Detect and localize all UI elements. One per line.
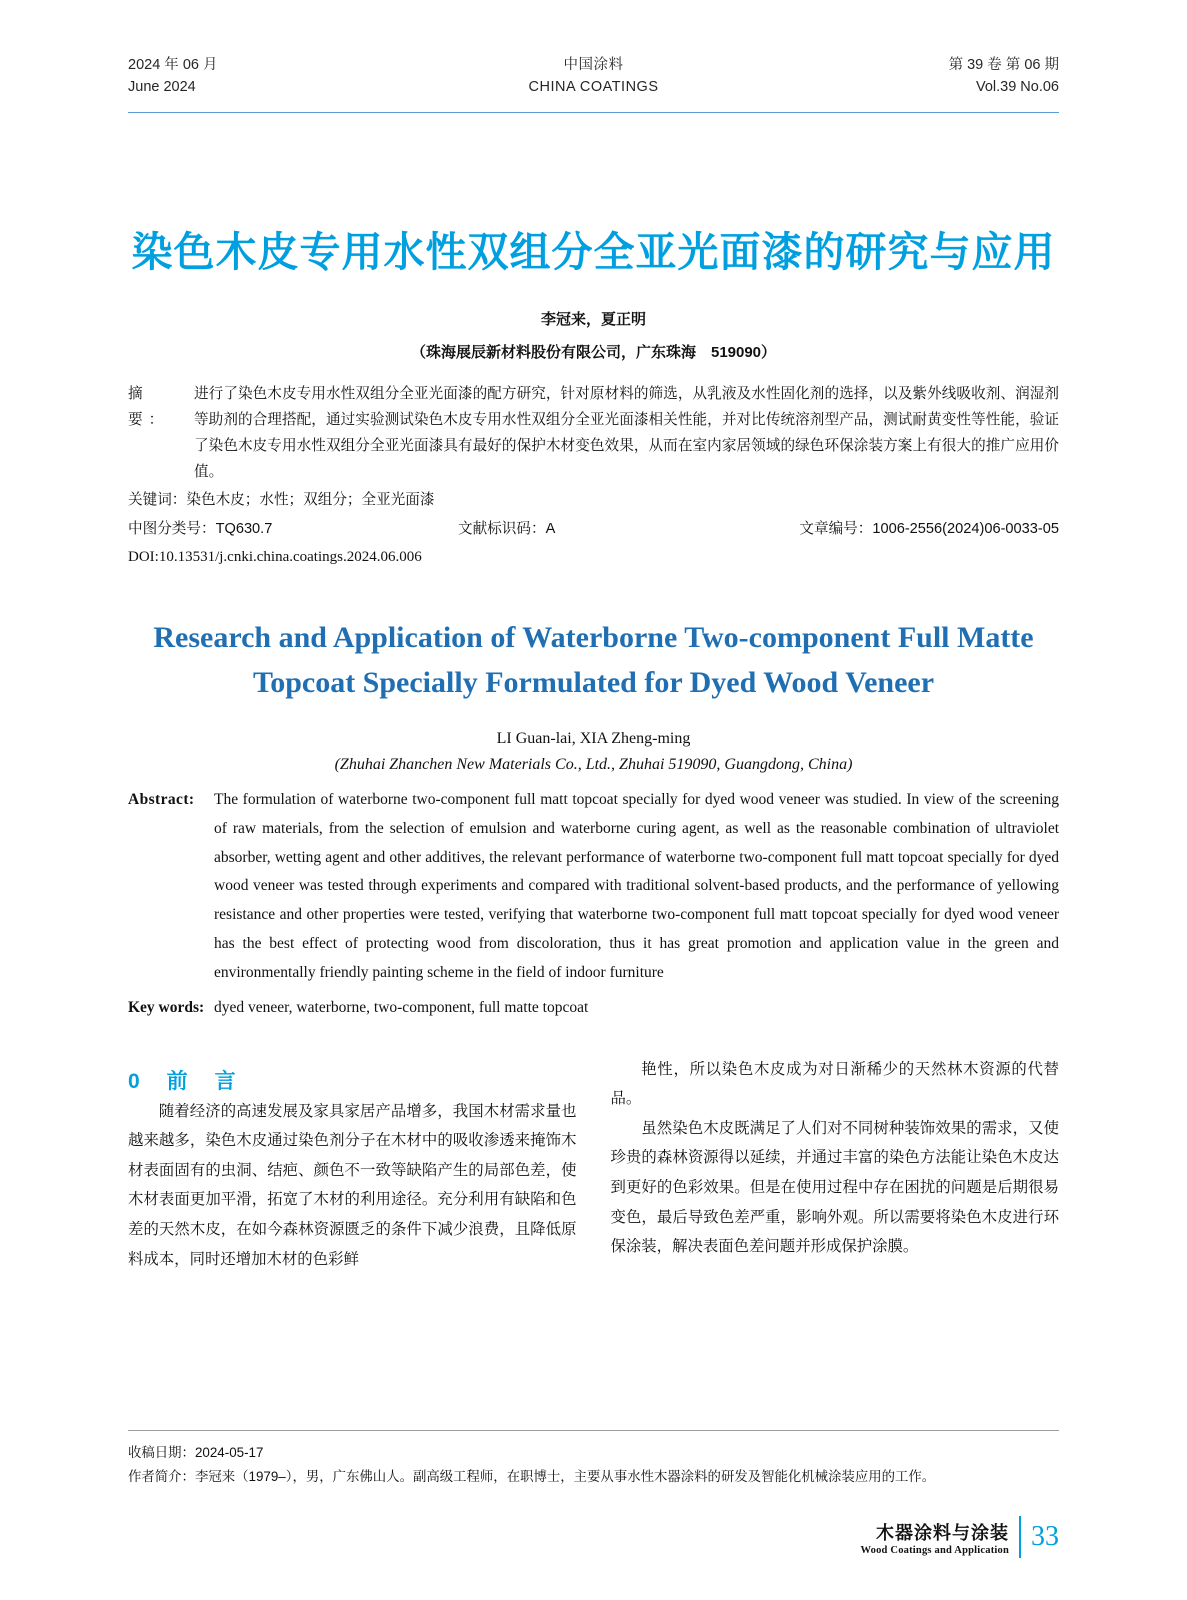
abstract-label-cn: 摘 要： bbox=[128, 386, 170, 429]
abstract-text-en: The formulation of waterborne two-component full matt topcoat specially for dyed wood veneer was studied. In view of the screening of raw materials, from the selection of emulsion and waterborne curing agent, as well as the reasonable combination of ultraviolet absorber, wetting agent and other additives, the relevant performance of waterborne two-component full matt topcoat specially for dyed wood veneer was tested through experiments and compared with traditional solvent-based products, and the performance of yellowing resistance and other properties were tested, verifying that waterborne two-component full matt topcoat specially for dyed wood veneer has the best effect of protecting wood from discoloration, thus it has great promotion and application value in the green and environmentally friendly painting scheme in the field of indoor furniture bbox=[214, 790, 1059, 981]
doi-line: DOI:10.13531/j.cnki.china.coatings.2024.06.006 bbox=[128, 549, 422, 566]
abstract-cn bbox=[128, 382, 1059, 486]
paragraph: 虽然染色木皮既满足了人们对不同树种装饰效果的需求，又使珍贵的森林资源得以延续，并通过丰富的染色方法能让染色木皮达到更好的色彩效果。但是在使用过程中存在困扰的问题是后期很易变色，最后导致色差严重，影响外观。所以需要将染色木皮进行环保涂装，解决表面色差问题并形成保护涂膜。 bbox=[610, 1119, 1059, 1256]
section-heading-introduction: 0 前 言 bbox=[128, 1069, 239, 1093]
authors-en: LI Guan-lai, XIA Zheng-ming bbox=[496, 729, 691, 747]
runhead-left bbox=[128, 54, 388, 99]
body-column-right bbox=[611, 1055, 1060, 1274]
abstract-text-cn: 进行了染色木皮专用水性双组分全亚光面漆的配方研究，针对原材料的筛选，从乳液及水性固化剂的选择，以及紫外线吸收剂、润湿剂等助剂的合理搭配，通过实验测试染色木皮专用水性双组分全亚光面漆相关性能，并对比传统溶剂型产品，测试耐黄变性等性能，验证了染色木皮专用水性双组分全亚光面漆具有最好的保护木材变色效果，从而在室内家居领域的绿色环保涂装方案上有很大的推广应用价值。 bbox=[194, 386, 1059, 481]
paragraph: 艳性，所以染色木皮成为对日渐稀少的天然林木资源的代替品。 bbox=[610, 1060, 1059, 1108]
running-head bbox=[128, 0, 1059, 113]
runhead-center bbox=[388, 54, 799, 99]
runhead-date-en: June 2024 bbox=[128, 79, 196, 96]
page-number: 33 bbox=[1031, 1521, 1059, 1552]
body-column-left bbox=[128, 1097, 577, 1274]
authors-cn: 李冠来，夏正明 bbox=[540, 311, 646, 329]
footer-divider bbox=[1019, 1516, 1021, 1558]
keywords-cn: 关键词：染色木皮；水性；双组分；全亚光面漆 bbox=[128, 492, 435, 509]
page-title-en: Research and Application of Waterborne Two-component Full Matte Topcoat Specially Formulated for Dyed Wood Veneer bbox=[153, 621, 1034, 699]
paragraph: 随着经济的高速发展及家具家居产品增多，我国木材需求量也越来越多，染色木皮通过染色剂分子在木材中的吸收渗透来掩饰木材表面固有的虫洞、结疤、颜色不一致等缺陷产生的局部色差，使木材表面更加平滑，拓宽了木材的利用途径。充分利用有缺陷和色差的天然木皮，在如今森林资源匮乏的条件下减少浪费，且降低原料成本，同时还增加木材的色彩鲜 bbox=[128, 1102, 577, 1268]
keywords-en bbox=[128, 994, 1059, 1023]
page-title-cn: 染色木皮专用水性双组分全亚光面漆的研究与应用 bbox=[131, 228, 1056, 275]
classification-line bbox=[128, 515, 1059, 543]
abstract-label-en: Abstract: bbox=[128, 790, 195, 808]
keywords-text-en: dyed veneer, waterborne, two-component, full matte topcoat bbox=[214, 998, 589, 1016]
keywords-label-en: Key words: bbox=[128, 998, 205, 1016]
author-biography: 作者简介：李冠来（1979–），男，广东佛山人。副高级工程师，在职博士，主要从事水性木器涂料的研发及智能化机械涂装应用的工作。 bbox=[128, 1468, 936, 1484]
footer-section-label bbox=[861, 1519, 1009, 1556]
affiliation-en: (Zhuhai Zhanchen New Materials Co., Ltd., Zhuhai 519090, Guangdong, China) bbox=[334, 755, 853, 773]
journal-name-cn: 中国涂料 bbox=[563, 57, 624, 73]
affiliation-cn: （珠海展辰新材料股份有限公司，广东珠海 519090） bbox=[410, 344, 777, 362]
clc-number: 中图分类号：TQ630.7 bbox=[128, 520, 273, 537]
received-date: 收稿日期：2024-05-17 bbox=[128, 1445, 264, 1461]
page-footer bbox=[861, 1516, 1059, 1558]
abstract-en bbox=[128, 786, 1059, 988]
footer-label-en: Wood Coatings and Application bbox=[860, 1544, 1009, 1556]
footer-label-cn: 木器涂料与涂装 bbox=[876, 1522, 1009, 1543]
runhead-date-cn: 2024 年 06 月 bbox=[128, 57, 218, 73]
document-code: 文献标识码：A bbox=[458, 520, 556, 537]
volume-issue-en: Vol.39 No.06 bbox=[975, 79, 1059, 96]
article-id: 文章编号：1006-2556(2024)06-0033-05 bbox=[799, 520, 1059, 537]
runhead-right bbox=[799, 54, 1059, 99]
journal-name-en: CHINA COATINGS bbox=[528, 79, 659, 96]
footnotes bbox=[128, 1430, 1059, 1488]
volume-issue-cn: 第 39 卷 第 06 期 bbox=[948, 57, 1059, 73]
